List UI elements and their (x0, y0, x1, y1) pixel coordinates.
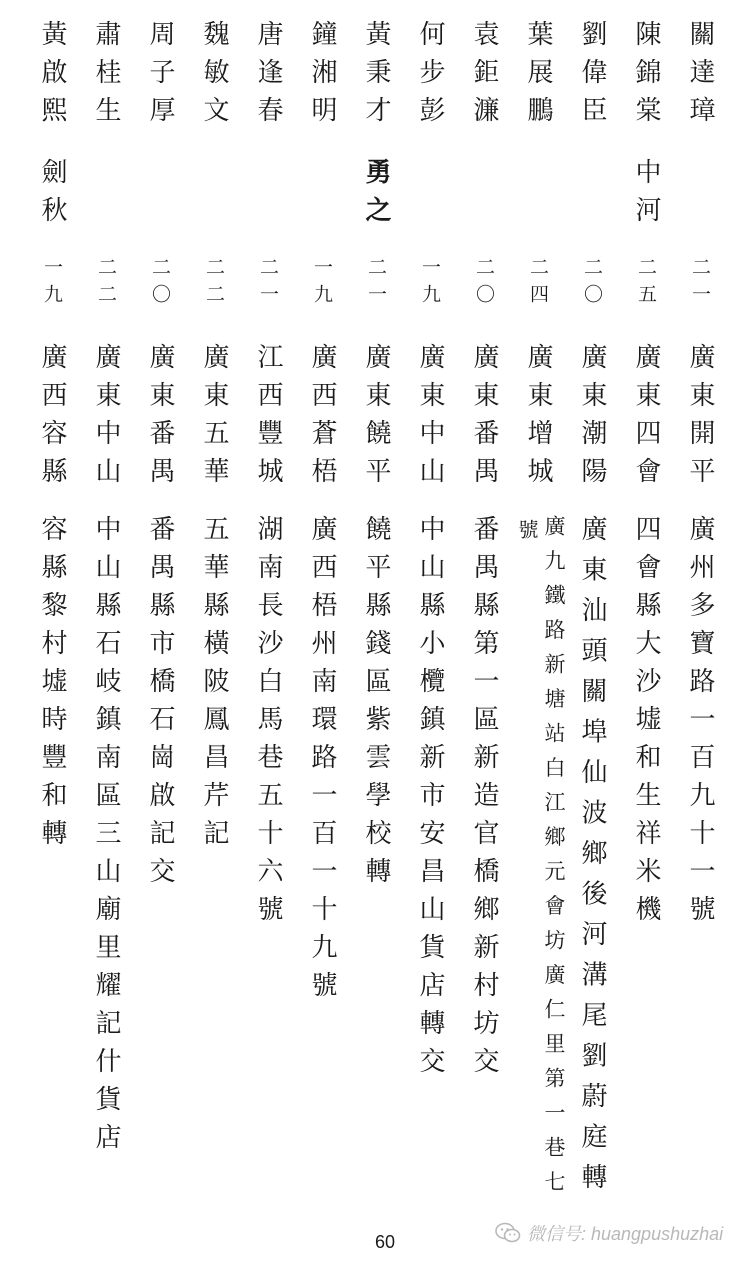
entry-address-prefix: 號 (515, 519, 539, 539)
entry-name: 唐逢春 (253, 20, 283, 134)
entry-column (140, 0, 180, 1265)
entry-native-place: 廣東番禺 (469, 343, 499, 495)
entry-age: 二〇 (149, 257, 171, 311)
entry-column (86, 0, 126, 1265)
entry-name: 黃秉才 (361, 20, 391, 134)
entry-column (410, 0, 450, 1265)
entry-native-place: 廣東中山 (415, 343, 445, 495)
entry-age: 二〇 (473, 257, 495, 311)
entry-native-place: 廣東潮陽 (577, 343, 607, 495)
entry-address: 中山縣小欖鎮新市安昌山貨店轉交 (415, 515, 445, 1085)
entry-column (248, 0, 288, 1265)
entry-address: 容縣黎村墟時豐和轉 (37, 515, 67, 857)
entry-address: 廣西梧州南環路一百一十九號 (307, 515, 337, 1009)
entry-column (626, 0, 666, 1265)
entry-address: 饒平縣錢區紫雲學校轉 (361, 515, 391, 895)
entry-address: 廣九鐵路新塘站白江鄉元會坊廣仁里第一巷七 (542, 515, 566, 1205)
entry-column (356, 0, 396, 1265)
entry-native-place: 廣東饒平 (361, 343, 391, 495)
entry-name: 周子厚 (145, 20, 175, 134)
entry-native-place: 江西豐城 (253, 343, 283, 495)
entry-name: 鐘湘明 (307, 20, 337, 134)
entry-column (32, 0, 72, 1265)
entry-age: 二五 (635, 257, 657, 311)
entry-age: 二二 (95, 257, 117, 311)
entry-name: 黃啟熙 (37, 20, 67, 134)
entry-native-place: 廣東五華 (199, 343, 229, 495)
entry-native-place: 廣東番禺 (145, 343, 175, 495)
watermark (495, 1218, 723, 1248)
entry-age: 二四 (527, 257, 549, 311)
entry-native-place: 廣西蒼梧 (307, 343, 337, 495)
entry-address: 番禺縣市橋石崗啟記交 (145, 515, 175, 895)
entry-native-place: 廣西容縣 (37, 343, 67, 495)
entry-native-place: 廣東增城 (523, 343, 553, 495)
entry-address: 番禺縣第一區新造官橋鄉新村坊交 (469, 515, 499, 1085)
page-number: 60 (374, 1232, 396, 1252)
entry-column (464, 0, 504, 1265)
entry-address: 廣東汕頭關埠仙波鄉後河溝尾劉蔚庭轉 (577, 515, 607, 1204)
entry-alias: 中河 (631, 158, 661, 234)
entry-age: 二一 (365, 257, 387, 311)
entry-name: 袁鉅濂 (469, 20, 499, 134)
entry-age: 一九 (419, 257, 441, 311)
entry-column (680, 0, 720, 1265)
entry-address: 四會縣大沙墟和生祥米機 (631, 515, 661, 933)
entry-column (515, 0, 566, 1265)
entry-column (302, 0, 342, 1265)
entry-age: 一九 (311, 257, 333, 311)
entry-age: 二〇 (581, 257, 603, 311)
entry-column (194, 0, 234, 1265)
entry-alias: 劍秋 (37, 158, 67, 234)
entry-native-place: 廣東中山 (91, 343, 121, 495)
entry-address: 五華縣橫陂鳳昌芹記 (199, 515, 229, 857)
entry-alias: 勇之 (361, 158, 391, 234)
entry-column (572, 0, 612, 1265)
entry-native-place: 廣東四會 (631, 343, 661, 495)
entry-name: 葉展鵬 (523, 20, 553, 134)
entry-name: 魏敏文 (199, 20, 229, 134)
entry-name: 關達璋 (685, 20, 715, 134)
entry-name: 劉偉臣 (577, 20, 607, 134)
entry-age: 二一 (257, 257, 279, 311)
entry-address: 廣州多寶路一百九十一號 (685, 515, 715, 933)
entry-age: 二二 (203, 257, 225, 311)
wechat-icon (495, 1222, 521, 1244)
watermark-text: 微信号: huangpushuzhai (527, 1224, 724, 1244)
entry-native-place: 廣東開平 (685, 343, 715, 495)
entry-name: 肅桂生 (91, 20, 121, 134)
entry-age: 一九 (41, 257, 63, 311)
entry-name: 何步彭 (415, 20, 445, 134)
entry-address: 中山縣石岐鎮南區三山廟里耀記什貨店 (91, 515, 121, 1161)
entry-address: 湖南長沙白馬巷五十六號 (253, 515, 283, 933)
entry-name: 陳錦棠 (631, 20, 661, 134)
entry-age: 二一 (689, 257, 711, 311)
